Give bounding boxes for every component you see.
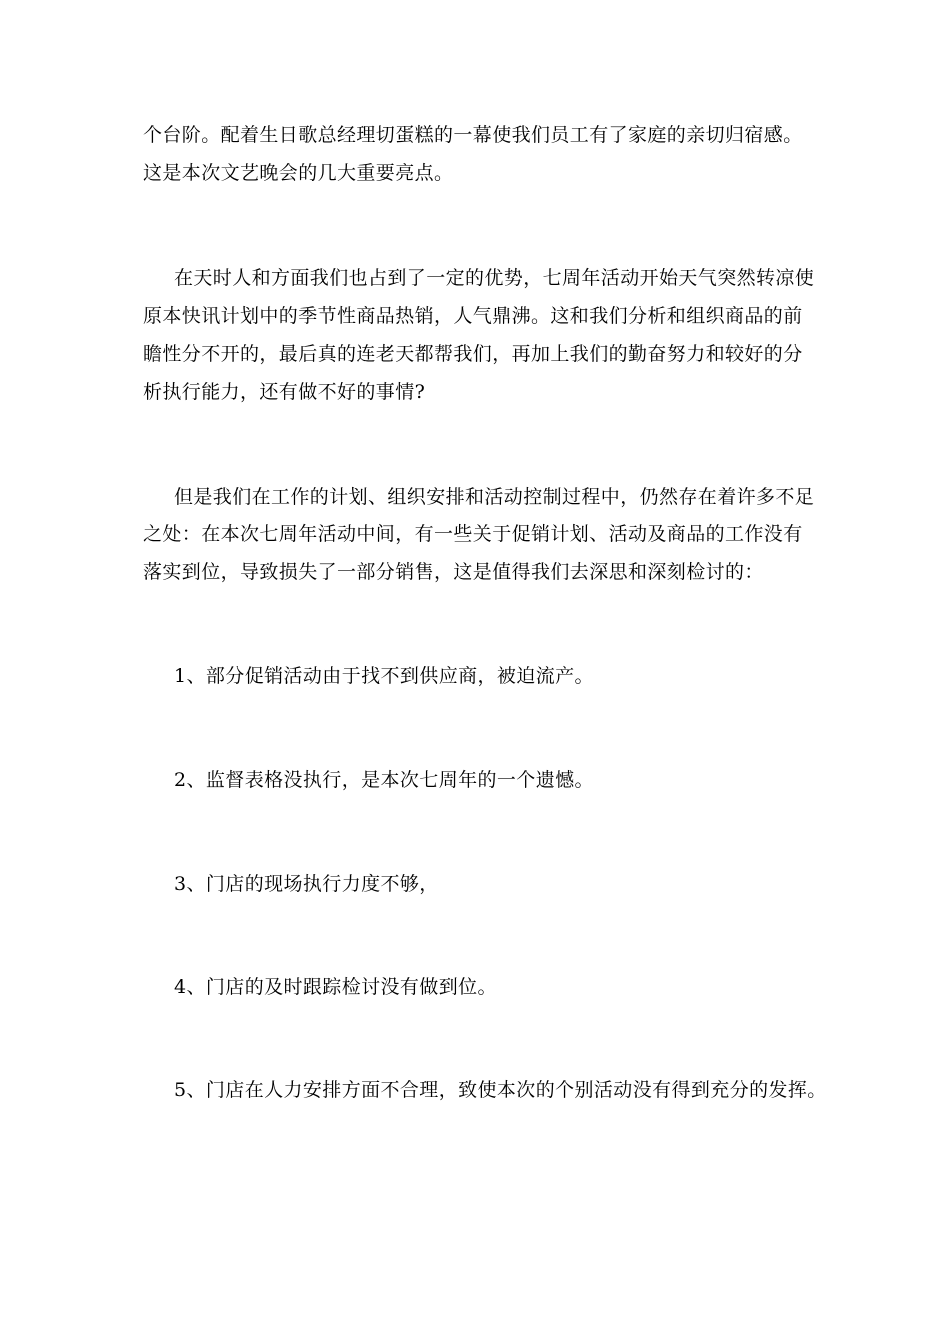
paragraph-2-line-2: 原本快讯计划中的季节性商品热销，人气鼎沸。这和我们分析和组织商品的前 [143, 305, 803, 327]
paragraph-2-line-4: 析执行能力，还有做不好的事情? [143, 381, 426, 403]
paragraph-3-line-1: 但是我们在工作的计划、组织安排和活动控制过程中，仍然存在着许多不足 [174, 486, 815, 508]
list-item-2: 2、监督表格没执行，是本次七周年的一个遗憾。 [174, 769, 594, 791]
paragraph-2-line-3: 瞻性分不开的，最后真的连老天都帮我们，再加上我们的勤奋努力和较好的分 [143, 343, 803, 365]
list-item-1: 1、部分促销活动由于找不到供应商，被迫流产。 [174, 665, 594, 687]
list-item-5: 5、门店在人力安排方面不合理，致使本次的个别活动没有得到充分的发挥。 [174, 1079, 827, 1101]
paragraph-2-line-1: 在天时人和方面我们也占到了一定的优势，七周年活动开始天气突然转凉使 [174, 267, 815, 289]
list-item-3: 3、门店的现场执行力度不够， [174, 873, 439, 895]
paragraph-3-line-2: 之处：在本次七周年活动中间，有一些关于促销计划、活动及商品的工作没有 [143, 523, 803, 545]
paragraph-1-line-2: 这是本次文艺晚会的几大重要亮点。 [143, 162, 454, 184]
paragraph-3-line-3: 落实到位，导致损失了一部分销售，这是值得我们去深思和深刻检讨的： [143, 561, 764, 583]
paragraph-1-line-1: 个台阶。配着生日歌总经理切蛋糕的一幕使我们员工有了家庭的亲切归宿感。 [143, 124, 803, 146]
list-item-4: 4、门店的及时跟踪检讨没有做到位。 [174, 976, 497, 998]
